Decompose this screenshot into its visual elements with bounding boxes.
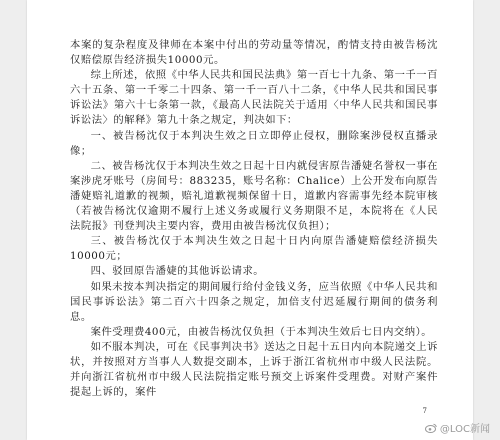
watermark-text: @LOC新闻	[439, 424, 490, 435]
watermark	[425, 420, 490, 435]
paragraph: 综上所述，依照《中华人民共和国民法典》第一百七十九条、第一千一百六十五条、第一千零二十四条、第一千一百八十二条，《中华人民共和国民事诉讼法》第六十七条第一款，《最高人民法院关于适用〈中华人民共和国民事诉讼法〉的解释》第九十条之规定，判决如下：	[70, 69, 438, 127]
paragraph: 本案的复杂程度及律师在本案中付出的劳动量等情况，酌情支持由被告杨沈仅赔偿原告经济损失10000元。	[70, 39, 438, 67]
paragraph: 四、驳回原告潘婕的其他诉讼请求。	[90, 265, 265, 278]
paragraph: 三、被告杨沈仅于本判决生效之日起十日内向原告潘婕赔偿经济损失10000元；	[70, 235, 438, 263]
page-number: 7	[422, 407, 427, 415]
paragraph: 一、被告杨沈仅于本判决生效之日立即停止侵权，删除案涉侵权直播录像；	[70, 129, 438, 157]
judgment-body	[70, 38, 438, 400]
paragraph: 如不服本判决，可在《民事判决书》送达之日起十五日内向本院递交上诉状，并按照对方当事人人数提交副本，上诉于浙江省杭州市中级人民法院。并向浙江省杭州市中级人民法院指定账号预交上诉案件受理费。对财产案件提起上诉的，案件	[70, 340, 438, 399]
document-page	[27, 0, 473, 440]
paragraph: 如果未按本判决指定的期间履行给付金钱义务，应当依照《中华人民共和国民事诉讼法》第二百六十四条之规定，加倍支付迟延履行期间的债务利息。	[70, 280, 438, 323]
paragraph: 二、被告杨沈仅于本判决生效之日起十日内就侵害原告潘婕名誉权一事在案涉虎牙账号（房间号：883235，账号名称：Chalice）上公开发布向原告潘婕赔礼道歉的视频，赔礼道歉视频保留十日，道歉内容需事先经本院审核（若被告杨沈仅逾期不履行上述义务或履行义务期限不足，本院将在《人民法院报》刊登判决主要内容，费用由被告杨沈仅负担）；	[70, 159, 438, 233]
weibo-icon	[425, 423, 437, 433]
paragraph: 案件受理费400元，由被告杨沈仅负担（于本判决生效后七日内交纳）。	[90, 325, 433, 338]
